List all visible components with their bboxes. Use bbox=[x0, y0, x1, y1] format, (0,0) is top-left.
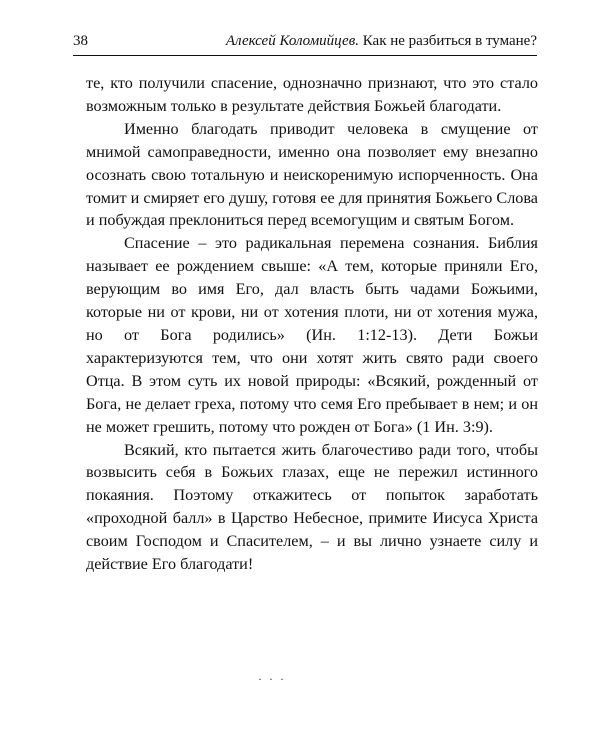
paragraph: Всякий, кто пытается жить благочестиво ради того, чтобы возвысить себя в Божьих глазах, еще не пережил истинного покаяния. Поэтому откажитесь от попыток заработать «проходной балл» в Царство Небесное, примите Иисуса Христа своим Господом и Спасителем, – и вы лично узнаете силу и действие Его благодати! bbox=[86, 440, 538, 574]
paragraph-continuation: те, кто получили спасение, однозначно признают, что это стало возможным только в результате действия Божьей благодати. bbox=[86, 74, 538, 115]
running-head bbox=[226, 30, 537, 52]
page-header bbox=[73, 30, 537, 52]
paragraph: Именно благодать приводит человека в смущение от мнимой самоправедности, именно она позволяет ему внезапно осознать свою тотальную и неискоренимую испорченность. Она томит и смиряет его душу, готовя ее для принятия Божьего Слова и побуждая преклониться перед всемогущим и святым Богом. bbox=[86, 119, 538, 230]
paragraph: Спасение – это радикальная перемена сознания. Библия называет ее рождением свыше: «А тем, которые приняли Его, верующим во имя Его, дал власть быть чадами Божьими, которые ни от крови, ни от хотения плоти, ни от хотения мужа, но от Бога родились» (Ин. 1:12-13). Дети Божьи характеризуются тем, что они хотят жить свято ради своего Отца. В этом суть их новой природы: «Всякий, рожденный от Бога, не делает греха, потому что семя Его пребывает в нем; и он не может грешить, потому что рожден от Бога» (1 Ин. 3:9). bbox=[86, 234, 538, 436]
header-rule bbox=[73, 55, 537, 56]
page-number: 38 bbox=[73, 33, 88, 49]
running-head-title: Как не разбиться в тумане? bbox=[362, 33, 537, 49]
end-ornament: · · · bbox=[258, 672, 286, 686]
running-head-author: Алексей Коломийцев. bbox=[225, 33, 359, 49]
page-body bbox=[86, 72, 538, 576]
